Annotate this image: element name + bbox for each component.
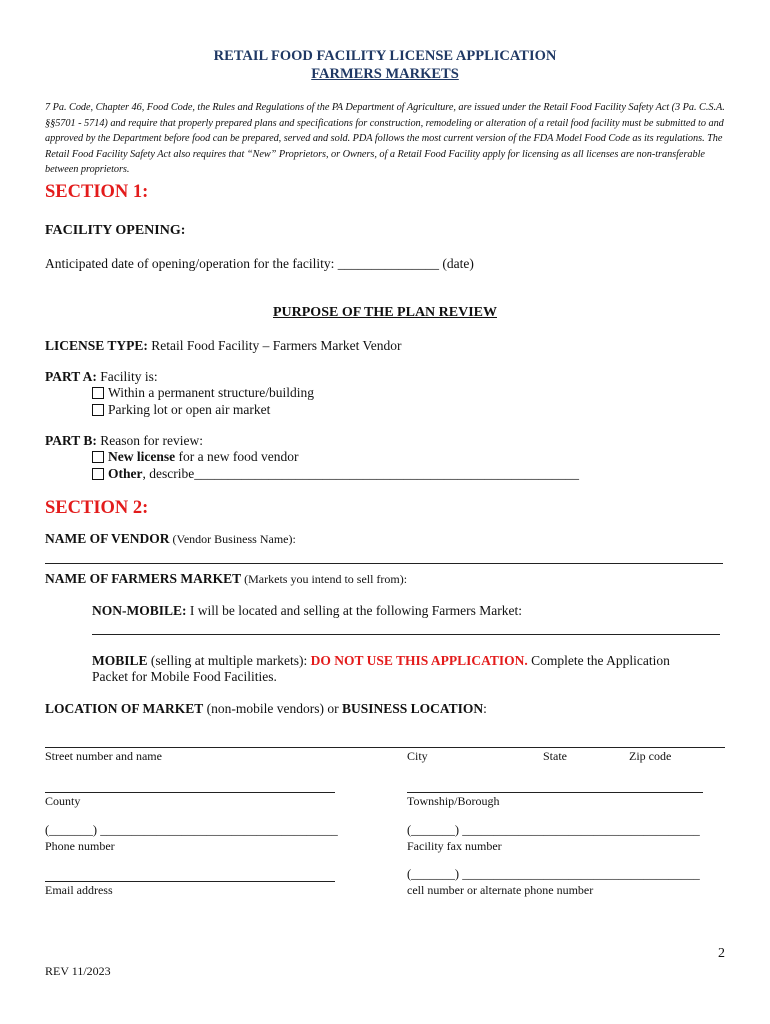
state-label: State bbox=[543, 749, 567, 763]
section-1-heading: SECTION 1: bbox=[45, 182, 149, 202]
address-input-line[interactable] bbox=[45, 747, 725, 748]
part-b-row bbox=[45, 433, 203, 449]
city-label: City bbox=[407, 749, 428, 763]
license-type-row bbox=[45, 338, 402, 354]
township-input-line[interactable] bbox=[407, 792, 703, 793]
part-a-label: PART A: bbox=[45, 369, 97, 384]
facility-opening-label: FACILITY OPENING: bbox=[45, 223, 186, 238]
county-label: County bbox=[45, 794, 81, 808]
vendor-name-row bbox=[45, 531, 296, 547]
revision-label: REV 11/2023 bbox=[45, 964, 111, 978]
non-mobile-label: NON-MOBILE: bbox=[92, 603, 187, 618]
zip-label: Zip code bbox=[629, 749, 672, 763]
phone-label: Phone number bbox=[45, 839, 115, 853]
license-type-value: Retail Food Facility – Farmers Market Vendor bbox=[147, 338, 402, 353]
license-type-label: LICENSE TYPE: bbox=[45, 338, 148, 353]
business-location-label: BUSINESS LOCATION bbox=[341, 701, 484, 716]
mobile-label: MOBILE bbox=[92, 653, 148, 668]
part-b-label: PART B: bbox=[45, 433, 97, 448]
form-title: RETAIL FOOD FACILITY LICENSE APPLICATION bbox=[213, 48, 557, 64]
form-subtitle: FARMERS MARKETS bbox=[311, 66, 459, 82]
mobile-rest-line2: Packet for Mobile Food Facilities. bbox=[92, 669, 277, 684]
part-a-option-permanent[interactable] bbox=[92, 385, 314, 401]
other-checkbox[interactable] bbox=[92, 468, 104, 480]
non-mobile-market-input-line[interactable] bbox=[92, 634, 720, 635]
cell-number-field[interactable]: (_______) ______________________________________ bbox=[407, 867, 700, 881]
market-label: NAME OF FARMERS MARKET bbox=[45, 571, 242, 586]
section-2-heading: SECTION 2: bbox=[45, 498, 149, 518]
township-label: Township/Borough bbox=[407, 794, 500, 808]
vendor-label: NAME OF VENDOR bbox=[45, 531, 170, 546]
anticipated-date-field[interactable]: Anticipated date of opening/operation for the facility: _______________ (date) bbox=[45, 256, 474, 271]
purpose-heading: PURPOSE OF THE PLAN REVIEW bbox=[272, 305, 498, 320]
part-b-text: Reason for review: bbox=[96, 433, 203, 448]
location-end: : bbox=[483, 701, 487, 716]
cell-label: cell number or alternate phone number bbox=[407, 883, 594, 897]
location-row bbox=[45, 701, 487, 717]
other-describe-field[interactable]: , describe_________________________________________________________ bbox=[142, 466, 579, 481]
new-license-checkbox[interactable] bbox=[92, 451, 104, 463]
mobile-paren: (selling at multiple markets): bbox=[147, 653, 311, 668]
vendor-name-input-line[interactable] bbox=[45, 563, 723, 564]
open-air-label: Parking lot or open air market bbox=[108, 402, 271, 417]
fax-number-field[interactable]: (_______) ______________________________________ bbox=[407, 823, 700, 837]
new-license-rest: for a new food vendor bbox=[175, 449, 299, 464]
part-b-option-new-license[interactable] bbox=[92, 449, 298, 465]
page-number: 2 bbox=[718, 946, 725, 961]
location-mid: (non-mobile vendors) or bbox=[203, 701, 342, 716]
email-label: Email address bbox=[45, 883, 113, 897]
part-a-option-open-air[interactable] bbox=[92, 402, 270, 418]
permanent-structure-label: Within a permanent structure/building bbox=[108, 385, 315, 400]
location-label: LOCATION OF MARKET bbox=[45, 701, 204, 716]
market-note: (Markets you intend to sell from): bbox=[241, 572, 408, 586]
other-bold: Other bbox=[108, 466, 143, 481]
part-a-text: Facility is: bbox=[96, 369, 158, 384]
non-mobile-row bbox=[92, 603, 522, 619]
fax-label: Facility fax number bbox=[407, 839, 502, 853]
mobile-rest-line1: Complete the Application bbox=[527, 653, 670, 668]
open-air-checkbox[interactable] bbox=[92, 404, 104, 416]
permanent-structure-checkbox[interactable] bbox=[92, 387, 104, 399]
vendor-note: (Vendor Business Name): bbox=[169, 532, 296, 546]
county-input-line[interactable] bbox=[45, 792, 335, 793]
mobile-row bbox=[92, 653, 670, 669]
new-license-bold: New license bbox=[108, 449, 176, 464]
non-mobile-text: I will be located and selling at the following Farmers Market: bbox=[186, 603, 523, 618]
phone-number-field[interactable]: (_______) ______________________________________ bbox=[45, 823, 338, 837]
street-label: Street number and name bbox=[45, 749, 162, 763]
email-input-line[interactable] bbox=[45, 881, 335, 882]
part-a-row bbox=[45, 369, 158, 385]
mobile-warning: DO NOT USE THIS APPLICATION. bbox=[310, 653, 528, 668]
market-name-row bbox=[45, 571, 407, 587]
intro-paragraph: 7 Pa. Code, Chapter 46, Food Code, the Rules and Regulations of the PA Department of Agriculture, are issued under the Retail Food Facility Safety Act (3 Pa. C.S.A. §§5701 - 5714) and require that properly prepared plans and specifications for construction, remodeling or alteration of a retail food facility must be submitted to and approved by the Department before food can be prepared, served and sold. PDA follows the most current version of the FDA Model Food Code as its regulations. The Retail Food Facility Safety Act also requires that “New” Proprietors, or Owners, of a Retail Food Facility apply for licensing as all licenses are non-transferable between proprietors. bbox=[45, 102, 725, 176]
part-b-option-other[interactable] bbox=[92, 466, 579, 482]
